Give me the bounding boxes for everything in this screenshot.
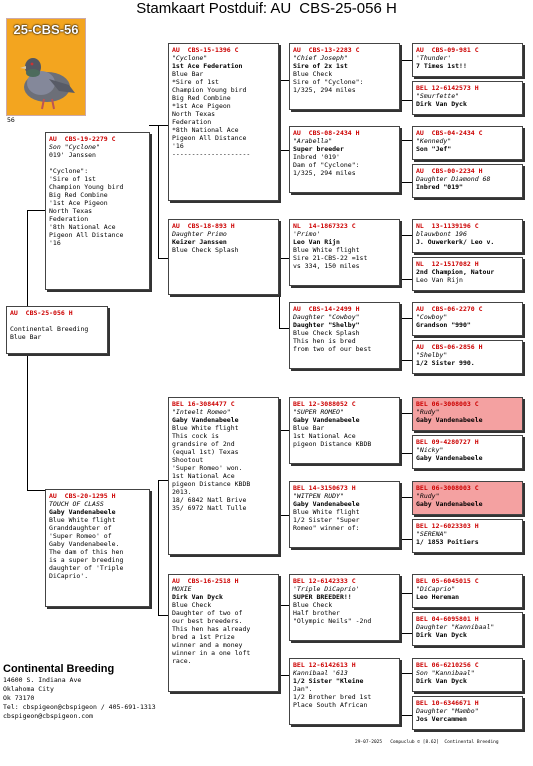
pigeon-subtitle: 1/2 Sister "Kleine <box>293 677 364 685</box>
ring-number: BEL 12-6142333 C <box>293 577 356 585</box>
connector <box>279 430 289 431</box>
pigeon-name: MOXIE <box>172 585 192 593</box>
pigeon-name: Kannibaal '613 <box>293 669 348 677</box>
pedigree-card-g14 <box>412 612 523 646</box>
breeder-info <box>3 662 156 721</box>
pigeon-subtitle: Gaby Vandenabeele <box>293 416 360 424</box>
description-line: 1/2 Sister "Super <box>293 516 360 524</box>
pigeon-subtitle: Inbred "019" <box>416 183 463 191</box>
description-line: Shootout <box>172 456 204 464</box>
description-line <box>10 317 104 325</box>
connector <box>158 125 159 258</box>
pigeon-subtitle: Dirk Van Dyck <box>172 593 223 601</box>
connector <box>400 235 412 236</box>
ring-number: BEL 06-3008003 C <box>416 484 479 492</box>
pigeon-name: Daughter "Cowboy" <box>293 313 360 321</box>
description-line: 019' Janssen <box>49 151 96 159</box>
photo-label: 25-CBS-56 <box>13 22 79 37</box>
description-line: This hen is bred <box>293 337 356 345</box>
pigeon-name: TOUCH OF CLASS <box>49 500 104 508</box>
ring-number: NL 13-1139196 C <box>416 222 479 230</box>
connector <box>400 673 401 715</box>
description-line: *Sire of 1st <box>172 78 219 86</box>
description-line: from two of our best <box>293 345 372 353</box>
description-line: daughter of 'Triple <box>49 564 124 572</box>
pedigree-card-g13 <box>412 574 523 608</box>
description-line: 1/325, 294 miles <box>293 86 356 94</box>
description-line: Champion Young bird <box>49 183 124 191</box>
ring-number: NL 12-1517082 H <box>416 260 479 268</box>
title-ring: CBS-25-056 H <box>299 0 397 17</box>
ring-number: BEL 06-6210256 C <box>416 661 479 669</box>
ring-number: BEL 12-3088052 C <box>293 400 356 408</box>
description-line: Dam of "Cyclone": <box>293 161 360 169</box>
ring-number: AU CBS-06-2856 H <box>416 343 483 351</box>
pigeon-name: Son "Kannibaal" <box>416 669 475 677</box>
description-line: 1st National Ace <box>293 432 356 440</box>
pedigree-card-g9 <box>412 397 523 431</box>
pedigree-card-g7 <box>412 302 523 336</box>
ring-number: AU CBS-04-2434 C <box>416 129 483 137</box>
connector <box>400 318 401 360</box>
pigeon-name: "Arabella" <box>293 137 333 145</box>
ring-number: BEL 14-3150673 H <box>293 484 356 492</box>
description-line: 'Sire of 1st <box>49 175 96 183</box>
pigeon-name: "Cyclone" <box>172 54 208 62</box>
description-line: Blue White flight <box>293 246 360 254</box>
connector <box>400 497 412 498</box>
pedigree-card-dam <box>45 489 150 607</box>
pedigree-card-dd <box>168 574 279 692</box>
description-line: The dam of this hen <box>49 548 124 556</box>
description-line: Gaby Vandenabeele. <box>49 540 120 548</box>
description-line: pigeon Distance KBDB <box>172 480 251 488</box>
description-line: winner in a one loft <box>172 649 251 657</box>
description-line: 1/2 Brother bred 1st <box>293 693 372 701</box>
description-line: Federation <box>49 215 89 223</box>
description-line: grandsire of 2nd <box>172 440 235 448</box>
pigeon-name: 'Triple DiCaprio' <box>293 585 360 593</box>
breeder-address-1: 14600 S. Indiana Ave <box>3 676 82 684</box>
description-line: Daughter of two of <box>172 609 243 617</box>
pigeon-name: Daughter "Mambo" <box>416 707 479 715</box>
ring-number: AU CBS-20-1295 H <box>49 492 116 500</box>
pigeon-name: 'Thunder' <box>416 54 452 62</box>
pigeon-subtitle: 2nd Champion, Natour <box>416 268 495 276</box>
pigeon-name: "Cowboy" <box>416 313 448 321</box>
pigeon-subtitle: SUPER BREEDER!! <box>293 593 352 601</box>
connector <box>27 354 28 490</box>
pigeon-name: 'Primo' <box>293 230 321 238</box>
ring-number: AU CBS-15-1396 C <box>172 46 239 54</box>
pigeon-subtitle: Son "Jef" <box>416 145 452 153</box>
connector <box>279 80 280 150</box>
pigeon-name: "Inteelt Romeo" <box>172 408 231 416</box>
description-line: winner and a money <box>172 641 243 649</box>
description-line: Champion Young bird <box>172 86 247 94</box>
description-line: Blue White flight <box>172 424 239 432</box>
pigeon-subtitle: Super breeder <box>293 145 344 153</box>
connector <box>158 480 168 481</box>
description-line: This cock is <box>172 432 219 440</box>
description-line: our best breeders. <box>172 617 243 625</box>
connector <box>400 360 412 361</box>
connector <box>400 60 412 61</box>
connector <box>279 675 289 676</box>
description-line: Big Red Combine <box>49 191 108 199</box>
pigeon-subtitle: 1/ 1853 Poitiers <box>416 538 479 546</box>
pigeon-subtitle: Gaby Vandenabeele <box>416 416 483 424</box>
ring-number: AU CBS-19-2279 C <box>49 135 116 143</box>
connector <box>279 605 280 675</box>
pigeon-subtitle: Jos Vercammen <box>416 715 467 723</box>
connector <box>400 453 412 454</box>
pigeon-subtitle: Dirk Van Dyck <box>416 631 467 639</box>
description-line: North Texas <box>49 207 93 215</box>
description-line: '1st Ace Pigeon <box>49 199 108 207</box>
description-line: 35/ 6972 Natl Tulle <box>172 504 247 512</box>
pedigree-card-g12 <box>412 519 523 553</box>
description-line: vs 334, 150 miles <box>293 262 360 270</box>
description-line: DiCaprio'. <box>49 572 89 580</box>
ring-number: AU CBS-14-2499 H <box>293 305 360 313</box>
pedigree-card-ssd <box>289 126 400 193</box>
ring-number: BEL 09-4280727 H <box>416 438 479 446</box>
pigeon-subtitle: J. Ouwerkerk/ Leo v. <box>416 238 495 246</box>
description-line: Blue Bar <box>172 70 204 78</box>
description-line: -------------------- <box>172 150 251 158</box>
pigeon-subtitle: 1/2 Sister 990. <box>416 359 475 367</box>
ring-number: BEL 12-6142573 H <box>416 84 479 92</box>
description-line: '16 <box>49 239 61 247</box>
description-line: Half brother <box>293 609 340 617</box>
description-line: Romeo" winner of: <box>293 524 360 532</box>
connector <box>400 715 412 716</box>
ring-number: AU CBS-00-2234 H <box>416 167 483 175</box>
pedigree-card-sd <box>168 219 279 295</box>
pigeon-photo <box>6 18 86 116</box>
description-line: 'Super Romeo' of <box>49 532 112 540</box>
description-line <box>49 159 146 167</box>
pedigree-card-g16 <box>412 696 523 730</box>
connector <box>158 258 168 259</box>
pigeon-subtitle: Leo Van Rijn <box>293 238 340 246</box>
description-line: North Texas <box>172 110 216 118</box>
pedigree-card-sire <box>45 132 150 290</box>
connector <box>400 182 412 183</box>
pedigree-card-g6 <box>412 257 523 291</box>
connector <box>400 140 401 182</box>
description-line: Blue Check <box>172 601 212 609</box>
pigeon-subtitle: Gaby Vandenabeele <box>172 416 239 424</box>
pigeon-name: "Smurfette" <box>416 92 460 100</box>
breeder-name: Continental Breeding <box>3 663 115 675</box>
description-line: Sire 21-CBS-22 =1st <box>293 254 368 262</box>
pigeon-subtitle: Gaby Vandenabeele <box>416 500 483 508</box>
pigeon-name: "Rudy" <box>416 492 440 500</box>
description-line: 1st National Ace <box>172 472 235 480</box>
page-title <box>0 0 533 18</box>
connector <box>400 497 401 539</box>
connector <box>400 633 412 634</box>
pedigree-card-dss <box>289 397 400 464</box>
pigeon-name: "Nicky" <box>416 446 444 454</box>
description-line: Inbred '019' <box>293 153 340 161</box>
description-line: Sire of "Cyclone": <box>293 78 364 86</box>
pedigree-card-g11 <box>412 481 523 515</box>
pedigree-card-g2 <box>412 81 523 115</box>
ring-number: BEL 05-6045015 C <box>416 577 479 585</box>
ring-number: AU CBS-18-893 H <box>172 222 235 230</box>
pigeon-subtitle: Gaby Vandenabeele <box>49 508 116 516</box>
pedigree-card-subject <box>6 306 108 354</box>
pigeon-subtitle: 7 Times 1st!! <box>416 62 467 70</box>
ring-number: BEL 16-3084477 C <box>172 400 235 408</box>
description-line: Blue Bar <box>10 333 42 341</box>
pigeon-name: Daughter "Kannibaal" <box>416 623 495 631</box>
pedigree-card-g15 <box>412 658 523 692</box>
pedigree-card-sds <box>289 219 400 286</box>
connector <box>158 615 168 616</box>
connector <box>400 279 412 280</box>
ring-number: AU CBS-13-2283 C <box>293 46 360 54</box>
description-line: Federation <box>172 118 212 126</box>
connector <box>279 80 289 81</box>
connector <box>400 539 412 540</box>
pedigree-card-g5 <box>412 219 523 253</box>
description-line: "Olympic Neils" -2nd <box>293 617 372 625</box>
pigeon-name: "DiCaprio" <box>416 585 456 593</box>
description-line: Big Red Combine <box>172 94 231 102</box>
description-line: bred a 1st Prize <box>172 633 235 641</box>
pedigree-card-dds <box>289 574 400 641</box>
pedigree-card-g3 <box>412 126 523 160</box>
connector <box>279 258 289 259</box>
description-line: 'Super Romeo' won. <box>172 464 243 472</box>
description-line: Pigeon All Distance <box>172 134 247 142</box>
breeder-address-2: Oklahoma City <box>3 685 54 693</box>
description-line: Leo Van Rijn <box>416 276 463 284</box>
connector <box>279 150 289 151</box>
ring-number: AU CBS-09-981 C <box>416 46 479 54</box>
pigeon-subtitle: Daughter "Shelby" <box>293 321 360 329</box>
pigeon-name: blauwbont 196 <box>416 230 467 238</box>
pigeon-subtitle: Keizer Janssen <box>172 238 227 246</box>
pedigree-card-sdd <box>289 302 400 369</box>
connector <box>400 593 401 633</box>
pigeon-subtitle: Gaby Vandenabeele <box>293 500 360 508</box>
photo-number: 56 <box>7 116 15 124</box>
connector <box>400 593 412 594</box>
description-line: Blue White flight <box>49 516 116 524</box>
description-line: (equal 1st) Texas <box>172 448 239 456</box>
description-line: Jan". <box>293 685 313 693</box>
pedigree-card-g4 <box>412 164 523 198</box>
breeder-email: cbspigeon@cbspigeon.com <box>3 712 94 720</box>
ring-number: BEL 12-6023303 H <box>416 522 479 530</box>
connector <box>400 235 401 279</box>
connector <box>400 413 401 453</box>
title-prefix: Stamkaart Postduif: AU <box>136 0 292 17</box>
description-line: Blue Check Splash <box>293 329 360 337</box>
connector <box>149 125 168 126</box>
pigeon-subtitle: 1st Ace Federation <box>172 62 243 70</box>
description-line: Place South African <box>293 701 368 709</box>
pedigree-card-ss <box>168 43 279 201</box>
pigeon-name: "SERENA" <box>416 530 448 538</box>
pigeon-subtitle: Dirk Van Dyck <box>416 100 467 108</box>
connector <box>158 480 159 615</box>
description-line: Continental Breeding <box>10 325 89 333</box>
pigeon-name: Son "Cyclone" <box>49 143 100 151</box>
connector <box>279 430 280 515</box>
pigeon-subtitle: Leo Hereman <box>416 593 460 601</box>
pigeon-image <box>7 19 85 115</box>
description-line: Blue Check <box>293 601 333 609</box>
ring-number: BEL 12-6142613 H <box>293 661 356 669</box>
connector <box>400 413 412 414</box>
description-line: '8th National Ace <box>49 223 116 231</box>
pigeon-subtitle: Grandson "990" <box>416 321 471 329</box>
connector <box>279 258 280 328</box>
ring-number: AU CBS-25-056 H <box>10 309 73 317</box>
connector <box>27 210 28 308</box>
description-line: is a super breeding <box>49 556 124 564</box>
description-line: Blue White flight <box>293 508 360 516</box>
breeder-address-3: Ok 73170 <box>3 694 35 702</box>
connector <box>400 673 412 674</box>
pigeon-subtitle: Sire of 2x 1st <box>293 62 348 70</box>
description-line: race. <box>172 657 192 665</box>
description-line: '16 <box>172 142 184 150</box>
ring-number: BEL 06-3008003 C <box>416 400 479 408</box>
connector <box>400 318 412 319</box>
connector <box>400 100 412 101</box>
ring-number: NL 14-1867323 C <box>293 222 356 230</box>
description-line: 18/ 6842 Natl Brive <box>172 496 247 504</box>
breeder-phone: Tel: cbspigeon@cbspigeon / 405-691-1313 <box>3 703 156 711</box>
connector <box>279 328 289 329</box>
pedigree-card-g10 <box>412 435 523 469</box>
description-line: Pigeon All Distance <box>49 231 124 239</box>
ring-number: AU CBS-16-2518 H <box>172 577 239 585</box>
pigeon-subtitle: Dirk Van Dyck <box>416 677 467 685</box>
pedigree-card-ds <box>168 397 279 555</box>
ring-number: AU CBS-06-2270 C <box>416 305 483 313</box>
pigeon-name: "Shelby" <box>416 351 448 359</box>
connector <box>279 605 289 606</box>
connector <box>27 490 45 491</box>
description-line: pigeon Distance KBDB <box>293 440 372 448</box>
ring-number: BEL 10-6346671 H <box>416 699 479 707</box>
pedigree-card-sss <box>289 43 400 110</box>
footer-text: 29-07-2025 Compuclub © [8.62] Continental Breeding <box>355 740 499 745</box>
description-line: Blue Check Splash <box>172 246 239 254</box>
ring-number: AU CBS-08-2434 H <box>293 129 360 137</box>
pedigree-card-ddd <box>289 658 400 725</box>
description-line: Blue Check <box>293 70 333 78</box>
pigeon-name: "Kennedy" <box>416 137 452 145</box>
description-line: Granddaughter of <box>49 524 112 532</box>
description-line: "Cyclone": <box>49 167 89 175</box>
connector <box>279 515 289 516</box>
pigeon-name: "SUPER ROMEO" <box>293 408 344 416</box>
description-line: Blue Bar <box>293 424 325 432</box>
pigeon-subtitle: Gaby Vandenabeele <box>416 454 483 462</box>
pigeon-name: "WITPEN RUDY" <box>293 492 344 500</box>
connector <box>27 210 45 211</box>
description-line: 2013. <box>172 488 192 496</box>
pigeon-name: "Chief Joseph" <box>293 54 348 62</box>
pigeon-name: "Rudy" <box>416 408 440 416</box>
description-line: This hen has already <box>172 625 251 633</box>
connector <box>400 60 401 100</box>
pedigree-card-g8 <box>412 340 523 374</box>
pigeon-name: Daughter Diamond 68 <box>416 175 491 183</box>
pedigree-card-dsd <box>289 481 400 548</box>
pigeon-name: Daughter Primo <box>172 230 227 238</box>
pedigree-card-g1 <box>412 43 523 77</box>
connector <box>400 140 412 141</box>
description-line: 1/325, 294 miles <box>293 169 356 177</box>
description-line: *1st Ace Pigeon <box>172 102 231 110</box>
ring-number: BEL 04-6095801 H <box>416 615 479 623</box>
description-line: *8th National Ace <box>172 126 239 134</box>
